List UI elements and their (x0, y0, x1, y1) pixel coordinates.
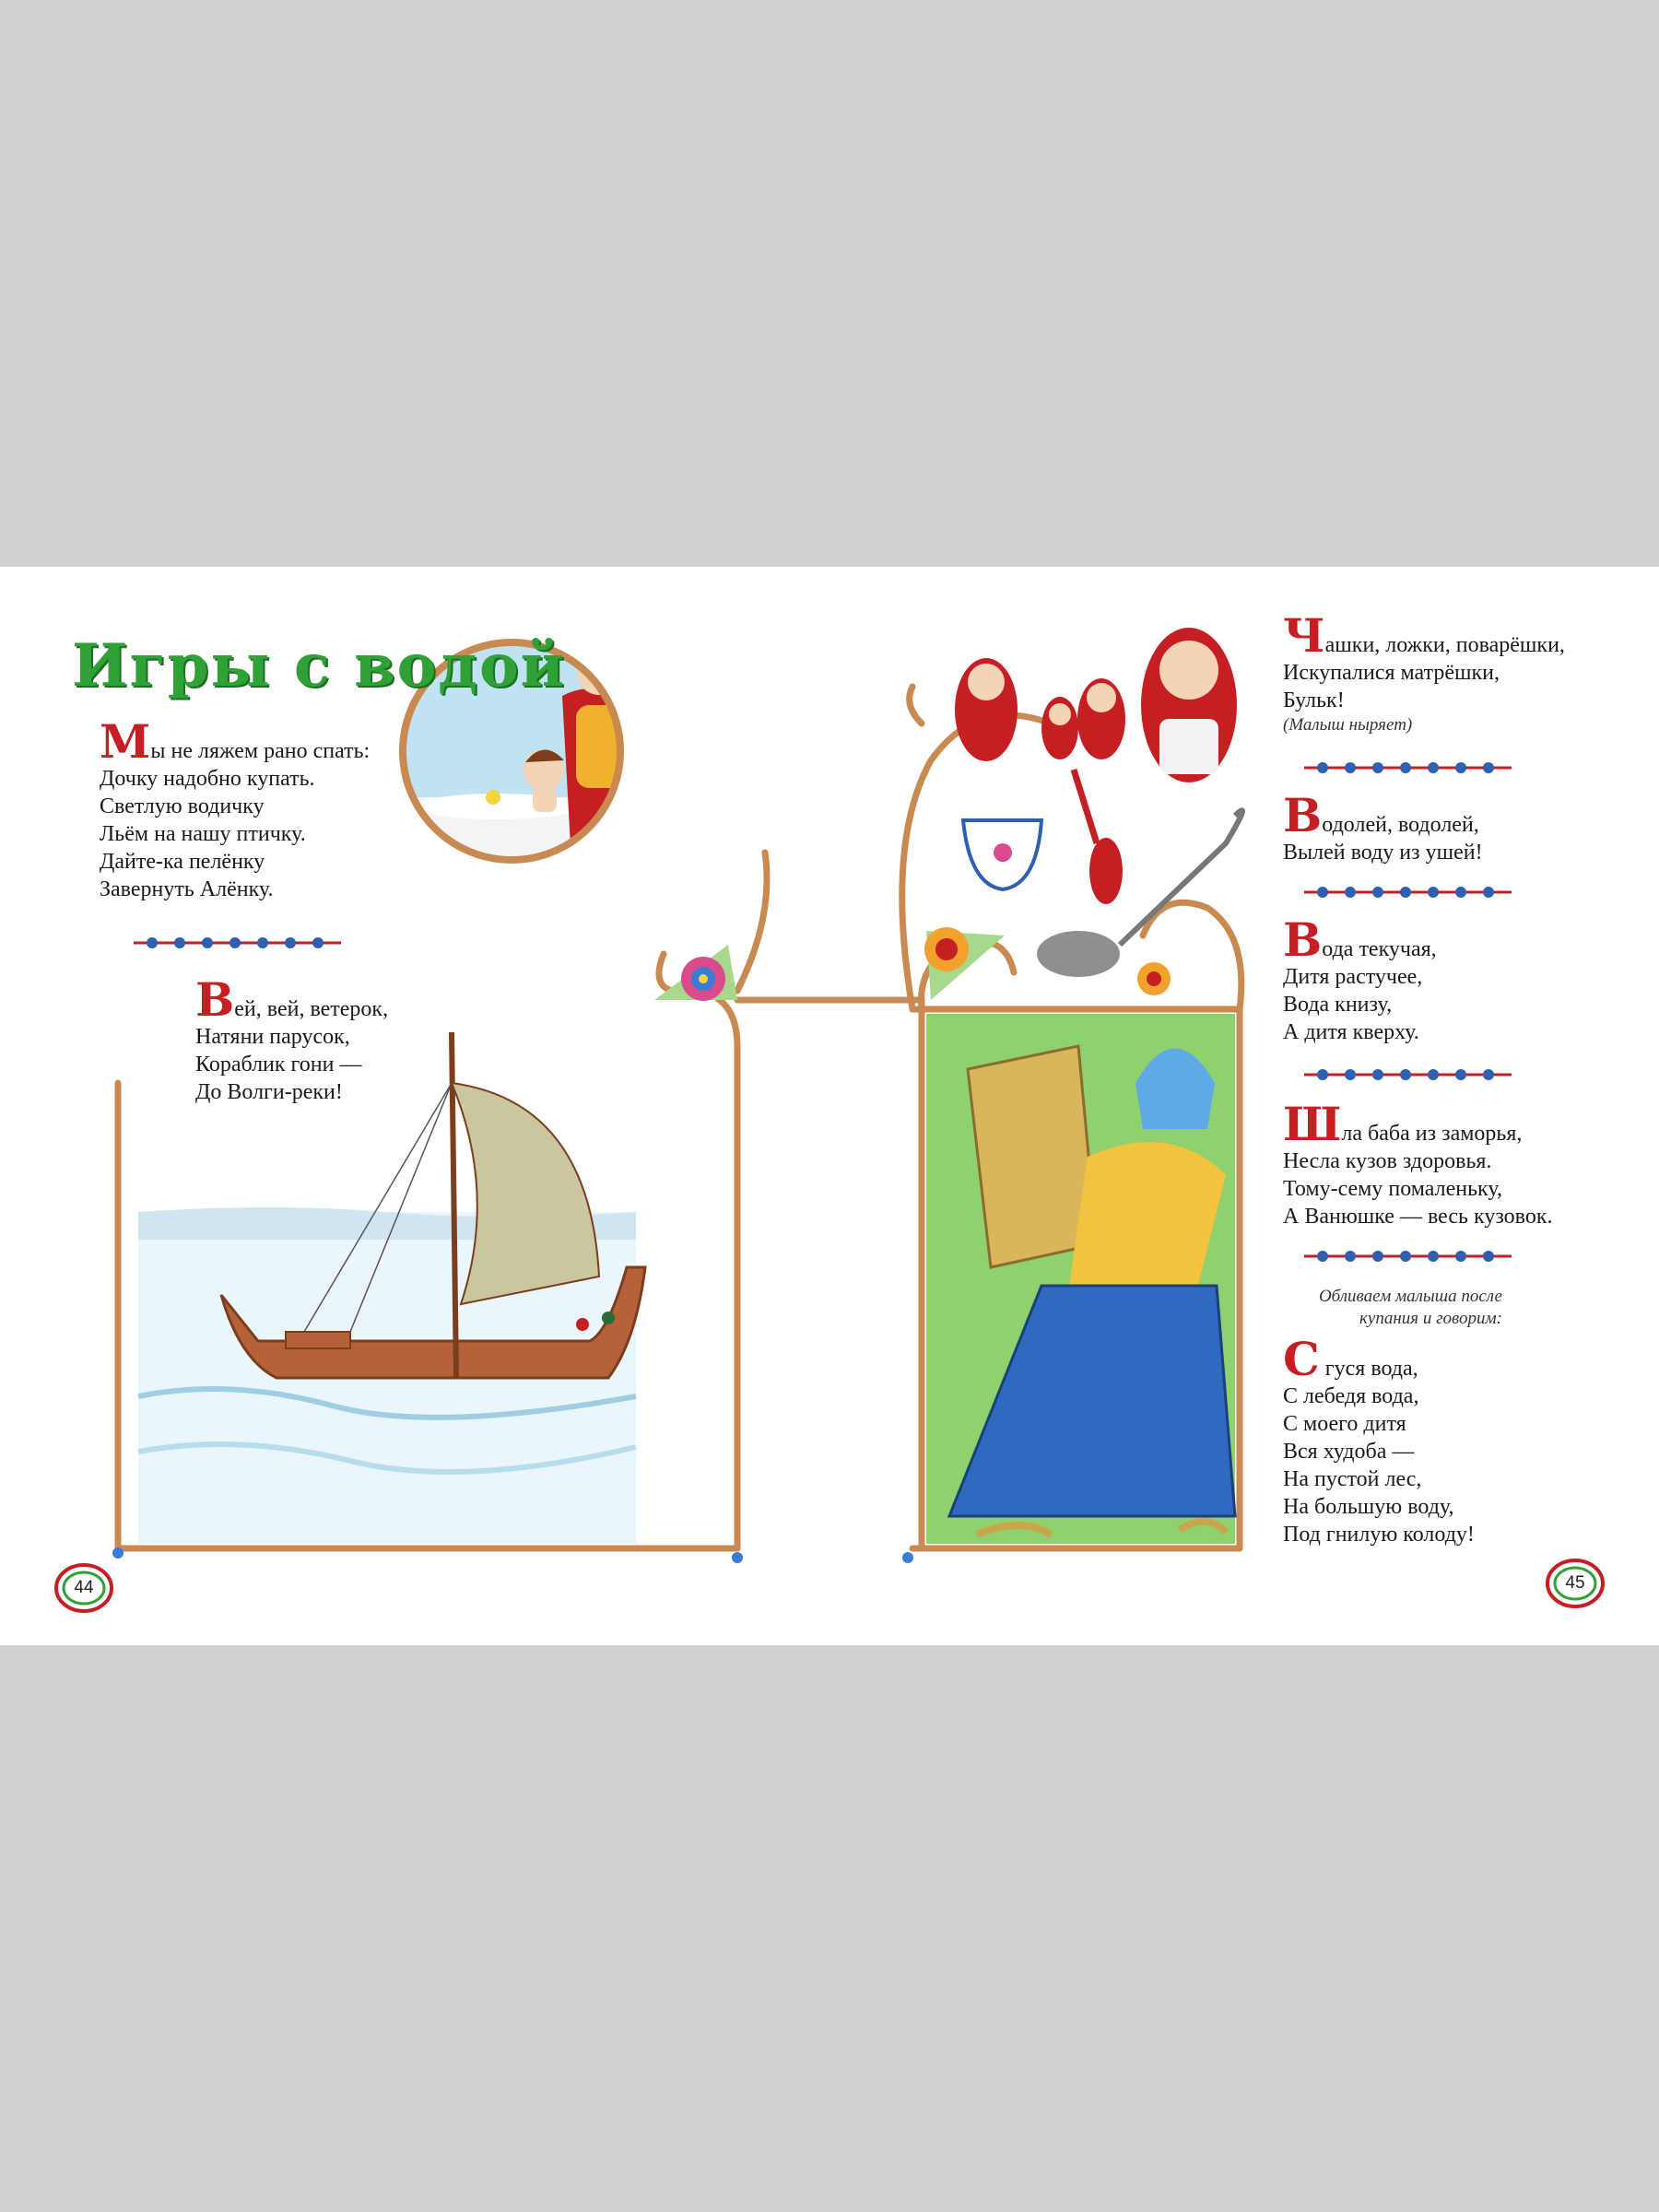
poem-line: Кораблик гони — (195, 1053, 362, 1077)
drop-cap: В (1283, 788, 1323, 842)
poem-line: С гуся вода, (1283, 1332, 1418, 1386)
poem-line: Под гнилую колоду! (1283, 1523, 1475, 1547)
poem-line: Вода книзу, (1283, 993, 1393, 1017)
poem-line: До Волги-реки! (195, 1080, 343, 1104)
poem-line: Искупалися матрёшки, (1283, 661, 1500, 685)
poem-line: Бульк! (1283, 688, 1345, 712)
matryoshka-dolls (955, 628, 1237, 782)
ladle-icon (1037, 810, 1242, 977)
page-number-left: 44 (53, 1562, 114, 1614)
ornament-divider (1304, 756, 1512, 780)
ornament-divider (1304, 880, 1512, 904)
poem-bathing (100, 714, 371, 903)
drop-cap: С (1283, 1332, 1320, 1386)
poem-line: Дайте-ка пелёнку (100, 850, 265, 874)
poem-line: На большую воду, (1283, 1495, 1454, 1519)
poem-line: Вей, вей, ветерок, (195, 972, 389, 1027)
rosette-left (681, 957, 725, 1001)
poem-line: Тому-сему помаленьку, (1283, 1177, 1502, 1201)
poem-line: Вылей воду из ушей! (1283, 841, 1483, 865)
stage-note: (Малыш ныряет) (1283, 715, 1413, 735)
poem-line: На пустой лес, (1283, 1467, 1422, 1491)
poem-line: Завернуть Алёнку. (100, 877, 274, 901)
poem-line: Льём на нашу птичку. (100, 822, 306, 846)
drop-cap: Ч (1283, 608, 1325, 663)
page-number-right: 45 (1545, 1558, 1606, 1609)
poem-line: А Ванюшке — весь кузовок. (1283, 1205, 1553, 1229)
drop-cap: Ш (1283, 1097, 1342, 1151)
drop-cap: М (100, 714, 151, 769)
poem-line: Чашки, ложки, поварёшки, (1283, 608, 1565, 663)
poem-line: Вся худоба — (1283, 1440, 1415, 1464)
poem-line: Несла кузов здоровья. (1283, 1149, 1492, 1173)
poem-line: А дитя кверху. (1283, 1020, 1419, 1044)
old-woman-with-basket (926, 1014, 1235, 1544)
poem-line: Вода текучая, (1283, 912, 1437, 967)
poem-line: Водолей, водолей, (1283, 788, 1479, 842)
poem-cups (1283, 608, 1565, 736)
poem-old-woman (1283, 1097, 1553, 1230)
poem-water-bearer (1283, 788, 1483, 866)
ornament-divider (134, 931, 341, 955)
poem-line: С моего дитя (1283, 1412, 1406, 1436)
painted-spoon-icon (1074, 770, 1123, 904)
instruction-note: Обливаем малыша после купания и говорим: (1318, 1287, 1502, 1328)
poem-line: Дитя растучее, (1283, 965, 1423, 989)
poem-line: Натяни парусок, (195, 1025, 350, 1049)
poem-line: Мы не ляжем рано спать: (100, 714, 371, 769)
sailing-boat-on-river (138, 1032, 645, 1544)
book-spread (0, 567, 1659, 1645)
ornament-divider (1304, 1063, 1512, 1087)
teacup-icon (963, 820, 1041, 889)
poem-line: Шла баба из заморья, (1283, 1097, 1523, 1151)
poem-line: Светлую водичку (100, 794, 265, 818)
page-title: Игры с водой (72, 631, 567, 700)
poem-line: Дочку надобно купать. (100, 767, 315, 791)
ornament-divider (1304, 1244, 1512, 1268)
poem-line: С лебедя вода, (1283, 1384, 1419, 1408)
poem-flowing-water (1283, 912, 1437, 1046)
poem-wind (195, 972, 389, 1106)
drop-cap: В (195, 972, 235, 1027)
poem-goose-water (1283, 1332, 1475, 1548)
drop-cap: В (1283, 912, 1323, 967)
